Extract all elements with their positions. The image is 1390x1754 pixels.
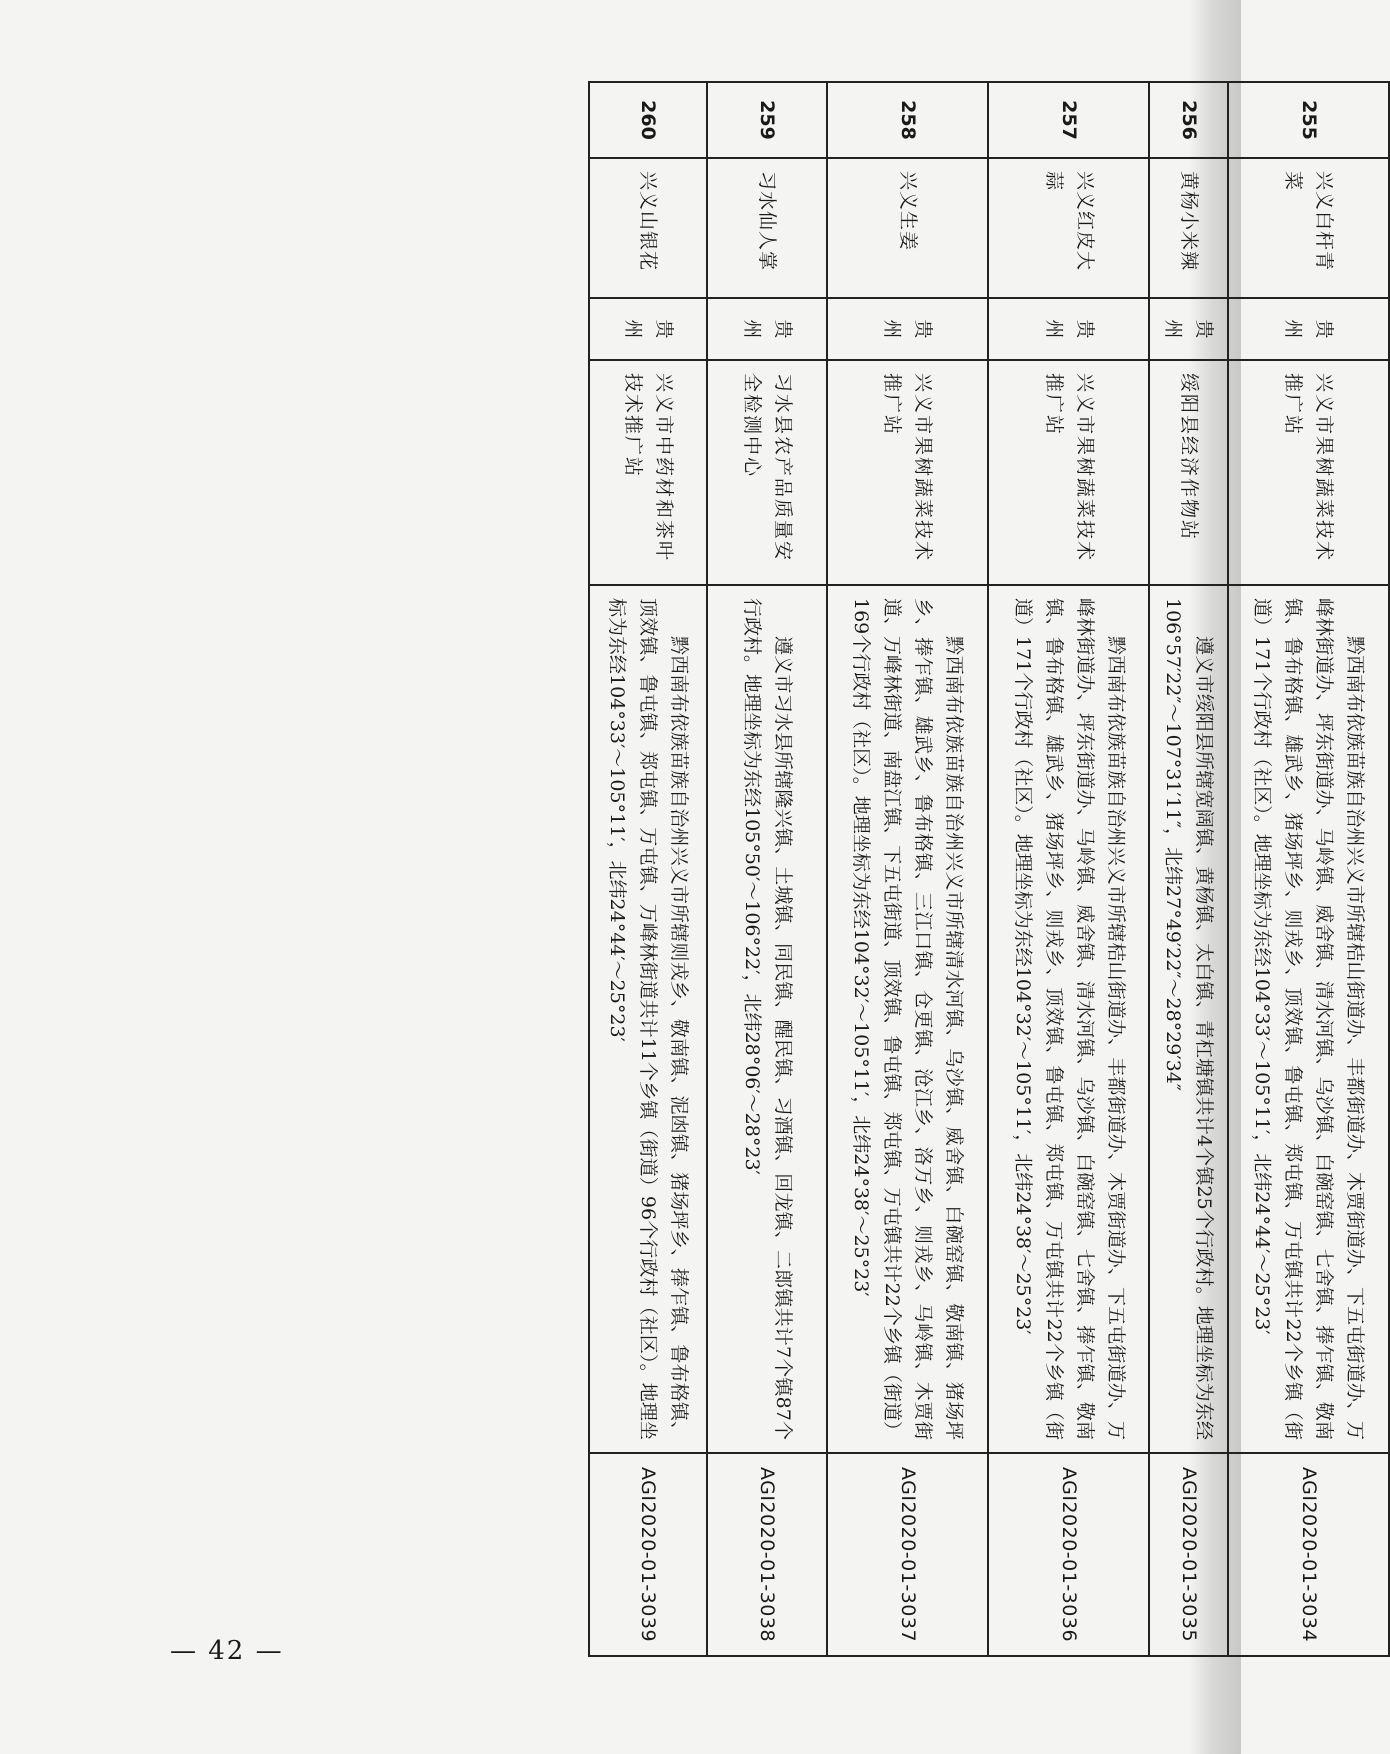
product-name: 黄杨小米辣 <box>1149 158 1228 298</box>
table-row <box>589 82 707 1656</box>
protection-area: 遵义市习水县所辖隆兴镇、土城镇、同民镇、醒民镇、习酒镇、回龙镇、二郎镇共计7个镇87个行政村。地理坐标为东经105°50′～106°22′，北纬28°06′～28°23′ <box>707 585 827 1453</box>
applicant-unit: 兴义市果树蔬菜技术推广站 <box>988 360 1149 585</box>
table-row <box>1228 82 1389 1656</box>
table-row <box>827 82 988 1656</box>
table-row <box>1149 82 1228 1656</box>
registration-code: AGI2020-01-3034 <box>1228 1453 1389 1656</box>
applicant-unit: 习水县农产品质量安全检测中心 <box>707 360 827 585</box>
row-number: 257 <box>988 82 1149 158</box>
gi-products-table <box>588 81 1390 1657</box>
province: 贵州 <box>589 298 707 360</box>
applicant-unit: 绥阳县经济作物站 <box>1149 360 1228 585</box>
registration-code: AGI2020-01-3038 <box>707 1453 827 1656</box>
protection-area: 黔西南布依族苗族自治州兴义市所辖则戎乡、敬南镇、泥凼镇、猪场坪乡、捧乍镇、鲁布格镇、顶效镇、鲁屯镇、郑屯镇、万屯镇、万峰林街道共计11个乡镇（街道）96个行政村（社区）。地理坐标为东经104°33′～105°11′，北纬24°44′～25°23′ <box>589 585 707 1453</box>
product-name: 兴义生姜 <box>827 158 988 298</box>
applicant-unit: 兴义市果树蔬菜技术推广站 <box>827 360 988 585</box>
province: 贵州 <box>707 298 827 360</box>
applicant-unit: 兴义市果树蔬菜技术推广站 <box>1228 360 1389 585</box>
protection-area: 黔西南布依族苗族自治州兴义市所辖桔山街道办、丰都街道办、木贾街道办、下五屯街道办、万峰林街道办、坪东街道办、马岭镇、威舍镇、清水河镇、乌沙镇、白碗窑镇、七舍镇、捧乍镇、敬南镇、鲁布格镇、雄武乡、猪场坪乡、则戎乡、顶效镇、鲁屯镇、郑屯镇、万屯镇共计22个乡镇（街道）171个行政村（社区）。地理坐标为东经104°33′～105°11′，北纬24°44′～25°23′ <box>1228 585 1389 1453</box>
protection-area: 遵义市绥阳县所辖宽阔镇、黄杨镇、太白镇、青杠塘镇共计4个镇25个行政村。地理坐标为东经106°57′22″～107°31′11″，北纬27°49′22″～28°29′34″ <box>1149 585 1228 1453</box>
registration-code: AGI2020-01-3036 <box>988 1453 1149 1656</box>
row-number: 259 <box>707 82 827 158</box>
product-name: 兴义白杆青菜 <box>1228 158 1389 298</box>
province: 贵州 <box>1149 298 1228 360</box>
applicant-unit: 兴义市中药材和茶叶技术推广站 <box>589 360 707 585</box>
rotated-table-sheet <box>588 81 1390 1655</box>
registration-code: AGI2020-01-3039 <box>589 1453 707 1656</box>
protection-area: 黔西南布依族苗族自治州兴义市所辖清水河镇、乌沙镇、威舍镇、白碗窑镇、敬南镇、猪场坪乡、捧乍镇、雄武乡、鲁布格镇、三江口镇、仓更镇、沧江乡、洛万乡、则戎乡、马岭镇、木贾街道、万峰林街道、南盘江镇、下五屯街道、顶效镇、鲁屯镇、郑屯镇、万屯镇共计22个乡镇（街道）169个行政村（社区）。地理坐标为东经104°32′～105°11′，北纬24°38′～25°23′ <box>827 585 988 1453</box>
table-row <box>707 82 827 1656</box>
row-number: 260 <box>589 82 707 158</box>
row-number: 256 <box>1149 82 1228 158</box>
province: 贵州 <box>1228 298 1389 360</box>
protection-area: 黔西南布依族苗族自治州兴义市所辖桔山街道办、丰都街道办、木贾街道办、下五屯街道办、万峰林街道办、坪东街道办、马岭镇、威舍镇、清水河镇、乌沙镇、白碗窑镇、七舍镇、捧乍镇、敬南镇、鲁布格镇、雄武乡、猪场坪乡、则戎乡、顶效镇、鲁屯镇、郑屯镇、万屯镇共计22个乡镇（街道）171个行政村（社区）。地理坐标为东经104°32′～105°11′，北纬24°38′～25°23′ <box>988 585 1149 1453</box>
product-name: 兴义山银花 <box>589 158 707 298</box>
page-number: — 42 — <box>170 1636 284 1666</box>
province: 贵州 <box>988 298 1149 360</box>
row-number: 255 <box>1228 82 1389 158</box>
province: 贵州 <box>827 298 988 360</box>
registration-code: AGI2020-01-3035 <box>1149 1453 1228 1656</box>
product-name: 兴义红皮大蒜 <box>988 158 1149 298</box>
product-name: 习水仙人掌 <box>707 158 827 298</box>
table-row <box>988 82 1149 1656</box>
registration-code: AGI2020-01-3037 <box>827 1453 988 1656</box>
row-number: 258 <box>827 82 988 158</box>
